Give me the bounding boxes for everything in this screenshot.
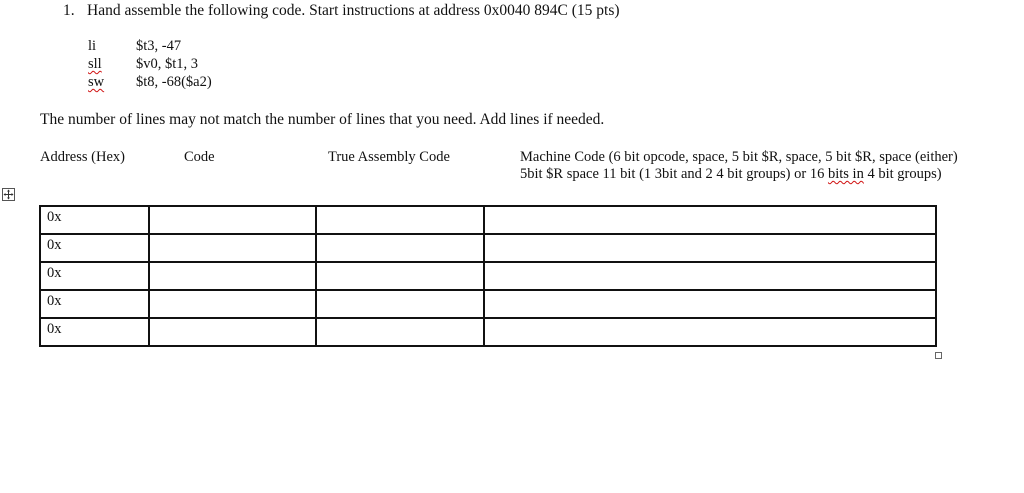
instruction-note: The number of lines may not match the number of lines that you need. Add lines if needed. [40, 111, 605, 128]
machine-code-cell[interactable] [484, 234, 936, 262]
answer-table [39, 205, 937, 347]
table-resize-handle-icon[interactable] [935, 352, 942, 359]
code-operands: $t8, -68($a2) [136, 74, 212, 90]
table-row [40, 262, 936, 290]
table-row [40, 290, 936, 318]
table-row [40, 318, 936, 346]
code-cell[interactable] [149, 262, 316, 290]
code-cell[interactable] [149, 318, 316, 346]
machine-code-cell[interactable] [484, 290, 936, 318]
code-mnemonic: li [88, 38, 97, 54]
true-assembly-cell[interactable] [316, 206, 484, 234]
code-cell[interactable] [149, 234, 316, 262]
code-cell[interactable] [149, 290, 316, 318]
true-assembly-cell[interactable] [316, 234, 484, 262]
code-operands: $t3, -47 [136, 38, 182, 54]
header-machine-code-tail: 4 bit groups) [863, 166, 942, 182]
code-line [88, 37, 212, 55]
address-cell[interactable]: 0x [40, 262, 149, 290]
header-machine-code-text: Machine Code (6 bit opcode, space, 5 bit $R, space, 5 bit $R, space (either) 5bit $R space 11 bit (1 3bit and 2 4 bit groups) or 16 [520, 149, 958, 182]
question-text: Hand assemble the following code. Start instructions at address 0x0040 894C (15 pts) [87, 2, 620, 19]
address-cell[interactable]: 0x [40, 318, 149, 346]
question-number: 1. [63, 2, 75, 19]
header-machine-code-squiggle: bits in [827, 166, 864, 182]
table-row [40, 234, 936, 262]
machine-code-cell[interactable] [484, 206, 936, 234]
table-move-handle-icon[interactable] [2, 188, 15, 201]
assembly-code-block [88, 37, 212, 91]
header-code: Code [184, 149, 215, 165]
machine-code-cell[interactable] [484, 318, 936, 346]
address-cell[interactable]: 0x [40, 234, 149, 262]
code-cell[interactable] [149, 206, 316, 234]
table-row [40, 206, 936, 234]
address-cell[interactable]: 0x [40, 206, 149, 234]
true-assembly-cell[interactable] [316, 318, 484, 346]
code-mnemonic: sw [88, 74, 105, 90]
true-assembly-cell[interactable] [316, 290, 484, 318]
true-assembly-cell[interactable] [316, 262, 484, 290]
code-operands: $v0, $t1, 3 [136, 56, 199, 72]
header-address: Address (Hex) [40, 149, 125, 165]
header-machine-code [520, 149, 960, 183]
address-cell[interactable]: 0x [40, 290, 149, 318]
header-true-assembly: True Assembly Code [328, 149, 450, 165]
code-mnemonic: sll [88, 56, 102, 72]
code-line [88, 55, 212, 73]
code-line [88, 73, 212, 91]
machine-code-cell[interactable] [484, 262, 936, 290]
question-prompt [63, 2, 620, 20]
